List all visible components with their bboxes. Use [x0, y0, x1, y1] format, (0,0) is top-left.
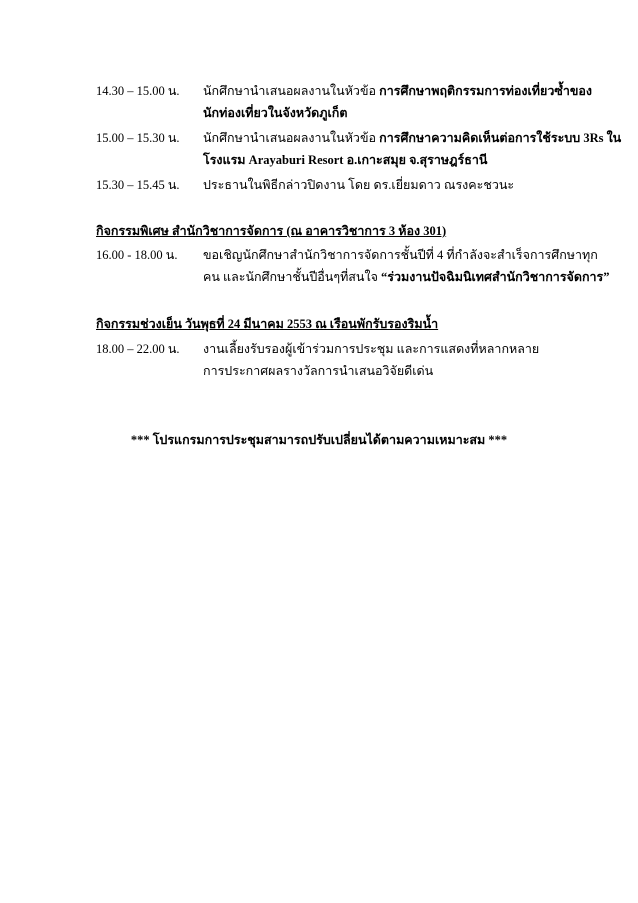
schedule-description — [203, 174, 568, 196]
schedule-time: 15.30 – 15.45 น. — [96, 178, 180, 192]
description-line: ขอเชิญนักศึกษาสำนักวิชาการจัดการชั้นปีที่ 4 ที่กำลังจะสำเร็จการศึกษาทุก — [203, 248, 598, 262]
topic-title-continued: นักท่องเที่ยวในจังหวัดภูเก็ต — [203, 106, 348, 120]
description-line — [203, 80, 593, 102]
description-line: งานเลี้ยงรับรองผู้เข้าร่วมการประชุม และการแสดงที่หลากหลาย — [203, 342, 540, 356]
description-text: นักศึกษานำเสนอผลงานในหัวข้อ — [203, 84, 380, 98]
evening-activity-heading: กิจกรรมช่วงเย็น วันพุธที่ 24 มีนาคม 2553 ณ เรือนพักรับรองริมน้ำ — [96, 317, 439, 331]
schedule-description — [203, 338, 568, 382]
topic-title: การศึกษาพฤติกรรมการท่องเที่ยวซ้ำของ — [379, 84, 593, 98]
event-title: “ร่วมงานปัจฉิมนิเทศสำนักวิชาการจัดการ” — [381, 270, 610, 284]
description-line — [203, 127, 622, 149]
topic-title: การศึกษาความคิดเห็นต่อการใช้ระบบ 3Rs ใน — [379, 131, 622, 145]
topic-title-continued: โรงแรม Arayaburi Resort อ.เกาะสมุย จ.สุราษฎร์ธานี — [203, 153, 488, 167]
schedule-change-note: *** โปรแกรมการประชุมสามารถปรับเปลี่ยนได้ตามความเหมาะสม *** — [130, 433, 508, 447]
description-text: คน และนักศึกษาชั้นปีอื่นๆที่สนใจ — [203, 270, 382, 284]
schedule-description — [203, 127, 622, 171]
schedule-time: 14.30 – 15.00 น. — [96, 84, 180, 98]
description-line: ประธานในพิธีกล่าวปิดงาน โดย ดร.เยี่ยมดาว ณรงคะชวนะ — [203, 178, 515, 192]
schedule-time: 15.00 – 15.30 น. — [96, 131, 180, 145]
special-activity-heading: กิจกรรมพิเศษ สำนักวิชาการจัดการ (ณ อาคารวิชาการ 3 ห้อง 301) — [96, 224, 447, 238]
schedule-time: 16.00 - 18.00 น. — [96, 248, 178, 262]
schedule-description — [203, 244, 610, 288]
description-line: การประกาศผลรางวัลการนำเสนอวิจัยดีเด่น — [203, 364, 434, 378]
description-text: นักศึกษานำเสนอผลงานในหัวข้อ — [203, 131, 380, 145]
schedule-description — [203, 80, 593, 124]
schedule-time: 18.00 – 22.00 น. — [96, 342, 180, 356]
description-line — [203, 266, 610, 288]
